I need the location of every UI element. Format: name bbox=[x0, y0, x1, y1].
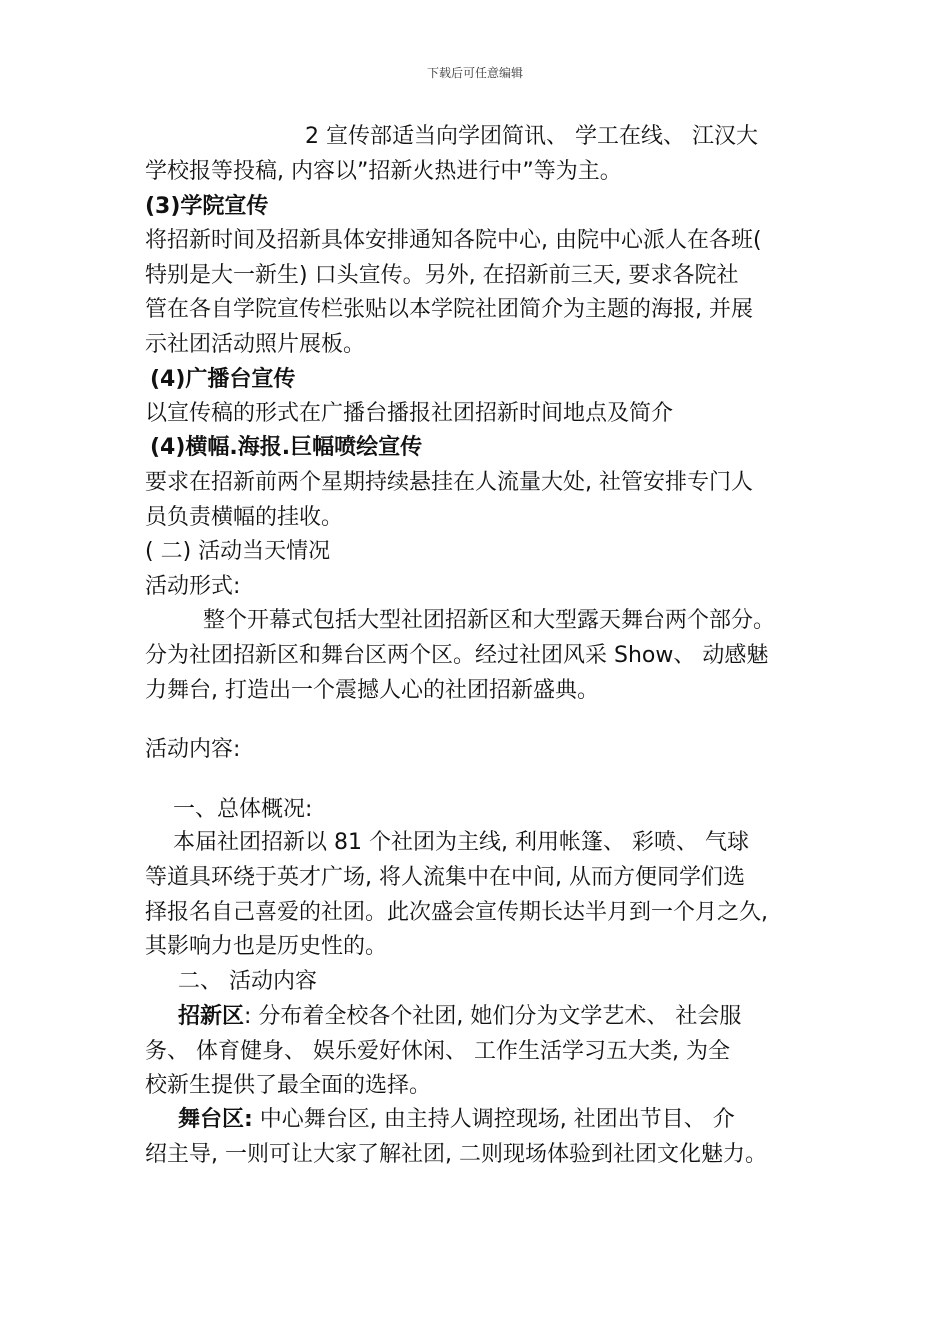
paragraph-line: 其影响力也是历史性的。 bbox=[145, 934, 388, 959]
paragraph-line bbox=[178, 1002, 741, 1032]
line-text: : 分布着全校各个社团, 她们分为文学艺术、 社会服 bbox=[244, 1004, 742, 1029]
paragraph-line: 2 宣传部适当向学团简讯、 学工在线、 江汉大 bbox=[305, 124, 758, 149]
page-header: 下载后可任意编辑 bbox=[426, 66, 523, 80]
section-heading: 活动内容: bbox=[145, 737, 241, 762]
label-stage-area: 舞台区: bbox=[178, 1107, 253, 1132]
paragraph-line: 力舞台, 打造出一个震撼人心的社团招新盛典。 bbox=[145, 678, 599, 703]
paragraph-line: 管在各自学院宣传栏张贴以本学院社团简介为主题的海报, 并展 bbox=[145, 297, 753, 322]
line-text: 中心舞台区, 由主持人调控现场, 社团出节目、 介 bbox=[252, 1107, 735, 1132]
paragraph-line: 分为社团招新区和舞台区两个区。经过社团风采 Show、 动感魅 bbox=[145, 643, 769, 668]
paragraph-line bbox=[178, 1105, 735, 1135]
paragraph-line: 示社团活动照片展板。 bbox=[145, 332, 366, 357]
section-heading: (4)广播台宣传 bbox=[150, 367, 296, 392]
paragraph-line: 要求在招新前两个星期持续悬挂在人流量大处, 社管安排专门人 bbox=[145, 470, 753, 495]
section-heading: (3)学院宣传 bbox=[145, 194, 269, 219]
section-heading: (4)横幅.海报.巨幅喷绘宣传 bbox=[150, 435, 423, 460]
paragraph-line: 学校报等投稿, 内容以”招新火热进行中”等为主。 bbox=[145, 159, 622, 184]
paragraph-line: 绍主导, 一则可让大家了解社团, 二则现场体验到社团文化魅力。 bbox=[145, 1142, 767, 1167]
paragraph-line: 整个开幕式包括大型社团招新区和大型露天舞台两个部分。 bbox=[203, 608, 776, 633]
paragraph-line: 将招新时间及招新具体安排通知各院中心, 由院中心派人在各班( bbox=[145, 228, 762, 253]
paragraph-line: 择报名自己喜爱的社团。此次盛会宣传期长达半月到一个月之久, bbox=[145, 900, 768, 925]
paragraph-line: 特别是大一新生) 口头宣传。另外, 在招新前三天, 要求各院社 bbox=[145, 263, 739, 288]
paragraph-line: 本届社团招新以 81 个社团为主线, 利用帐篷、 彩喷、 气球 bbox=[173, 830, 749, 855]
section-heading: 二、 活动内容 bbox=[178, 969, 317, 994]
paragraph-line: 校新生提供了最全面的选择。 bbox=[145, 1073, 432, 1098]
paragraph-line: 务、 体育健身、 娱乐爱好休闲、 工作生活学习五大类, 为全 bbox=[145, 1039, 730, 1064]
paragraph-line: 员负责横幅的挂收。 bbox=[145, 505, 344, 530]
paragraph-line: 等道具环绕于英才广场, 将人流集中在中间, 从而方便同学们选 bbox=[145, 865, 745, 890]
paragraph-line: 以宣传稿的形式在广播台播报社团招新时间地点及简介 bbox=[145, 401, 674, 426]
section-heading: 一、总体概况: bbox=[173, 797, 313, 822]
section-heading: 活动形式: bbox=[145, 574, 241, 599]
label-recruit-area: 招新区 bbox=[178, 1004, 245, 1029]
section-heading: ( 二) 活动当天情况 bbox=[145, 539, 331, 564]
